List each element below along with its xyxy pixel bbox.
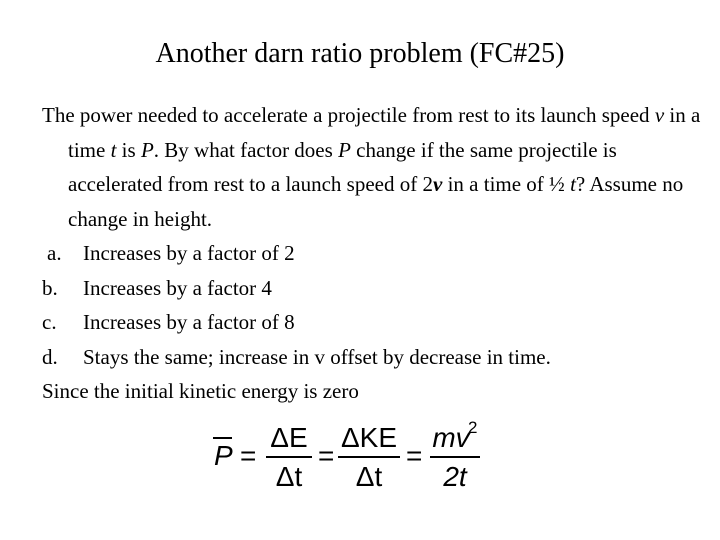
option-text: Increases by a factor 4 [83, 275, 272, 300]
option-text: Stays the same; increase in v offset by decrease in time. [83, 344, 551, 369]
equation-p: P [214, 440, 233, 471]
fraction-2-numerator: ΔKE [340, 422, 398, 453]
var-v: v [654, 103, 665, 127]
slide-title: Another darn ratio problem (FC#25) [155, 38, 565, 69]
equals-sign: = [318, 440, 335, 471]
option-key: c. [42, 310, 57, 334]
fraction-2-denominator: Δt [355, 461, 383, 492]
question-part-4: . By what factor does [153, 137, 339, 162]
option-key: a. [47, 241, 62, 265]
question-part-1: The power needed to accelerate a projectile from rest to its launch speed [42, 103, 655, 127]
equals-sign: = [240, 440, 257, 471]
question-part-3: is [116, 137, 141, 162]
var-p: P [338, 137, 351, 162]
fraction-1-denominator: Δt [275, 461, 303, 492]
var-t: t [110, 137, 117, 162]
var-p: P [140, 137, 154, 162]
equals-sign: = [406, 440, 423, 471]
average-bar [213, 437, 232, 439]
fraction-3-line [430, 456, 480, 458]
power-equation [212, 418, 512, 498]
fraction-1-line [266, 456, 312, 458]
note-text: Since the initial kinetic energy is zero [42, 379, 359, 403]
option-b [42, 271, 702, 306]
var-v-bold: v [433, 172, 443, 196]
option-text: Increases by a factor of 8 [83, 310, 295, 334]
question-part-2: in a time [68, 103, 701, 162]
fraction-2-line [338, 456, 400, 458]
option-a [42, 236, 702, 271]
option-text: Increases by a factor of 2 [83, 241, 295, 265]
option-key: d. [42, 344, 58, 369]
fraction-3-denominator: 2t [443, 461, 467, 492]
option-key: b. [42, 275, 58, 300]
option-d [42, 340, 702, 375]
fraction-1-numerator: ΔE [270, 422, 308, 453]
exponent: 2 [468, 418, 478, 437]
fraction-3-numerator: mv [432, 422, 470, 453]
question-part-5: change if the same projectile is accelerated from rest to a launch speed of 2 [68, 137, 617, 196]
question-part-6: in a time of ½ [442, 172, 571, 196]
question-part-7: ? Assume no change in height. [68, 172, 684, 231]
slide-body [42, 98, 702, 409]
question-text [42, 98, 702, 236]
option-c [42, 305, 702, 340]
var-t: t [570, 172, 576, 196]
